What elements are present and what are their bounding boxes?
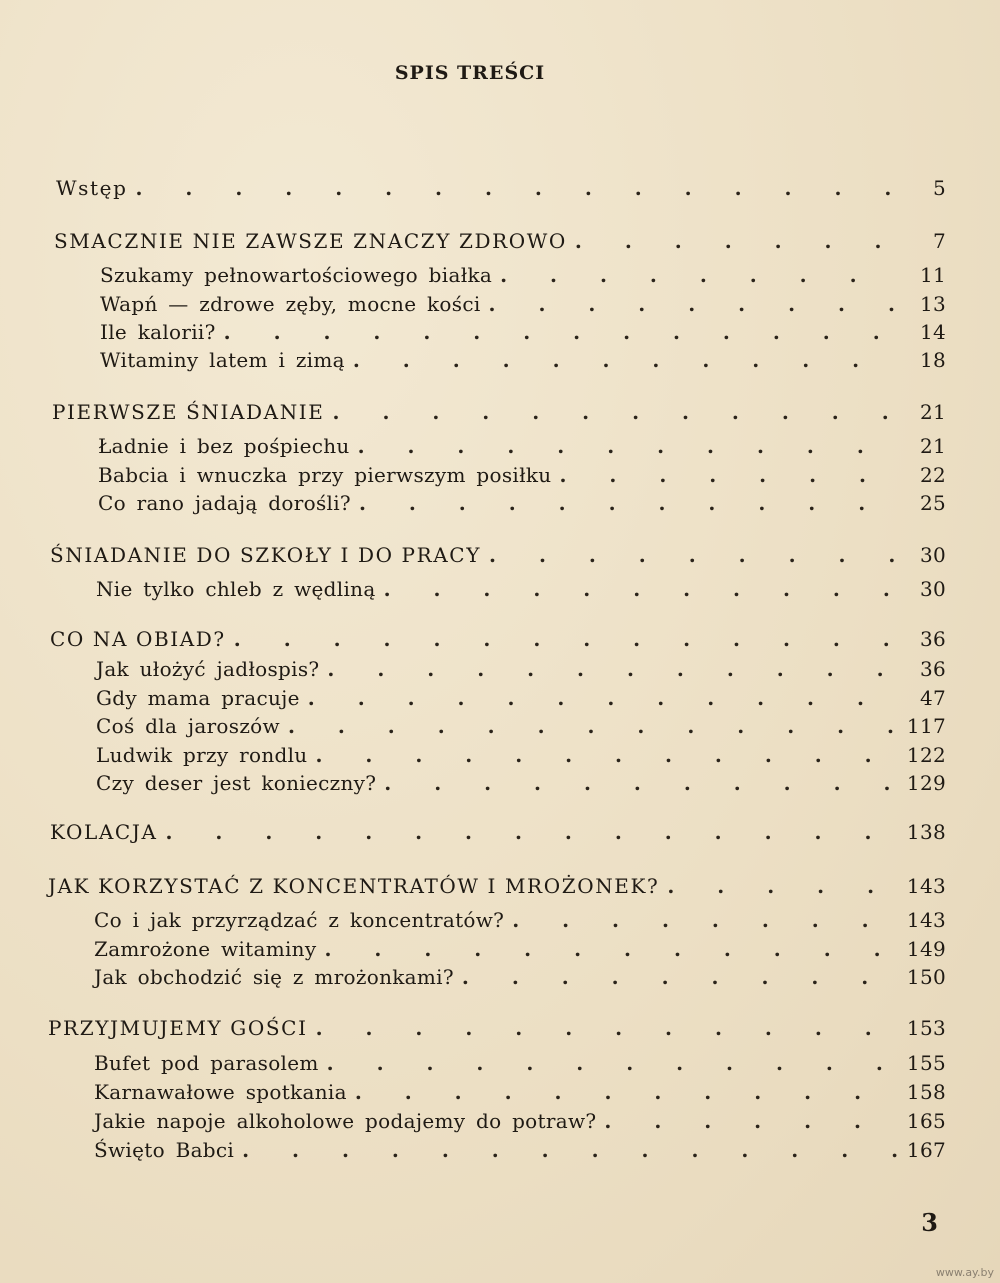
leader-dots xyxy=(667,874,897,898)
toc-entry-title: ŚNIADANIE DO SZKOŁY I DO PRACY xyxy=(50,543,482,567)
toc-entry-page: 22 xyxy=(919,463,946,487)
leader-dots xyxy=(353,348,900,372)
leader-dots xyxy=(462,965,897,989)
toc-entry-title: SMACZNIE NIE ZAWSZE ZNACZY ZDROWO xyxy=(54,229,567,253)
leader-dots xyxy=(308,686,900,710)
leader-dots xyxy=(384,577,900,601)
toc-entry xyxy=(94,1138,946,1162)
toc-entry xyxy=(100,292,946,316)
leader-dots xyxy=(575,229,900,253)
toc-entry-title: Jakie napoje alkoholowe podajemy do potraw? xyxy=(94,1109,597,1133)
toc-entry-title: Babcia i wnuczka przy pierwszym posiłku xyxy=(98,463,552,487)
watermark: www.ay.by xyxy=(935,1266,994,1279)
toc-entry xyxy=(96,771,946,795)
leader-dots xyxy=(384,771,897,795)
toc-entry-title: Jak obchodzić się z mrożonkami? xyxy=(94,965,454,989)
toc-entry-title: Szukamy pełnowartościowego białka xyxy=(100,263,493,287)
leader-dots xyxy=(500,263,900,287)
leader-dots xyxy=(489,543,900,567)
leader-dots xyxy=(512,908,897,932)
leader-dots xyxy=(327,1051,897,1075)
toc-entry-title: CO NA OBIAD? xyxy=(50,627,226,651)
leader-dots xyxy=(316,1016,897,1040)
toc-entry-page: 165 xyxy=(906,1109,946,1133)
leader-dots xyxy=(355,1080,897,1104)
toc-entry xyxy=(94,1051,946,1075)
leader-dots xyxy=(359,491,900,515)
leader-dots xyxy=(358,434,900,458)
toc-entry-title: JAK KORZYSTAĆ Z KONCENTRATÓW I MROŻONEK? xyxy=(48,874,660,898)
leader-dots xyxy=(315,743,896,767)
toc-entry xyxy=(94,908,946,932)
toc-entry-page: 14 xyxy=(919,320,946,344)
toc-entry xyxy=(98,491,946,515)
toc-entry-page: 30 xyxy=(919,543,946,567)
toc-entry-page: 122 xyxy=(906,743,946,767)
toc-entry-title: PIERWSZE ŚNIADANIE xyxy=(52,400,325,424)
toc-entry-page: 149 xyxy=(906,937,946,961)
page-title: SPIS TREŚCI xyxy=(394,62,546,84)
leader-dots xyxy=(333,400,900,424)
toc-entry xyxy=(48,874,946,898)
toc-entry xyxy=(96,686,946,710)
toc-entry-title: Witaminy latem i zimą xyxy=(100,348,345,372)
toc-entry xyxy=(98,434,946,458)
toc-entry xyxy=(54,229,946,253)
toc-entry xyxy=(98,463,946,487)
leader-dots xyxy=(327,657,900,681)
leader-dots xyxy=(234,627,900,651)
toc-entry-title: Bufet pod parasolem xyxy=(94,1051,319,1075)
toc-entry-page: 155 xyxy=(906,1051,946,1075)
toc-entry-title: PRZYJMUJEMY GOŚCI xyxy=(48,1016,308,1040)
leader-dots xyxy=(224,320,900,344)
toc-entry xyxy=(96,577,946,601)
toc-entry-page: 25 xyxy=(919,491,946,515)
leader-dots xyxy=(559,463,900,487)
leader-dots xyxy=(242,1138,897,1162)
toc-entry-page: 129 xyxy=(906,771,946,795)
toc-entry xyxy=(94,965,946,989)
leader-dots xyxy=(136,176,901,200)
toc-entry-title: Coś dla jaroszów xyxy=(96,714,280,738)
toc-entry-page: 167 xyxy=(906,1138,946,1162)
toc-entry xyxy=(96,743,946,767)
toc-entry xyxy=(94,937,946,961)
toc-entry xyxy=(52,400,946,424)
toc-entry-page: 36 xyxy=(919,657,946,681)
toc-entry-page: 36 xyxy=(919,627,946,651)
leader-dots xyxy=(166,820,897,844)
toc-entry-title: KOLACJA xyxy=(50,820,158,844)
toc-entry-title: Jak ułożyć jadłospis? xyxy=(96,657,320,681)
toc-entry-page: 5 xyxy=(932,176,946,200)
toc-entry-page: 11 xyxy=(919,263,946,287)
toc-entry-page: 18 xyxy=(919,348,946,372)
toc-entry xyxy=(100,348,946,372)
toc-entry-title: Wstęp xyxy=(56,176,128,200)
toc-entry xyxy=(100,320,946,344)
leader-dots xyxy=(604,1109,897,1133)
toc-entry-page: 143 xyxy=(906,874,946,898)
toc-entry-title: Co i jak przyrządzać z koncentratów? xyxy=(94,908,505,932)
toc-entry xyxy=(50,543,946,567)
toc-entry xyxy=(94,1080,946,1104)
leader-dots xyxy=(324,937,896,961)
toc-entry xyxy=(56,176,946,200)
toc-entry xyxy=(94,1109,946,1133)
toc-entry-page: 21 xyxy=(919,434,946,458)
toc-entry-page: 138 xyxy=(906,820,946,844)
toc-entry-page: 143 xyxy=(906,908,946,932)
toc-entry-title: Święto Babci xyxy=(94,1138,235,1162)
toc-entry xyxy=(96,714,946,738)
leader-dots xyxy=(489,292,900,316)
toc-entry-page: 13 xyxy=(919,292,946,316)
toc-entry-page: 21 xyxy=(919,400,946,424)
toc-entry-title: Zamrożone witaminy xyxy=(94,937,317,961)
toc-entry xyxy=(48,1016,946,1040)
toc-entry-title: Gdy mama pracuje xyxy=(96,686,300,710)
toc-entry-page: 117 xyxy=(906,714,946,738)
toc-entry-page: 153 xyxy=(906,1016,946,1040)
toc-entry-page: 47 xyxy=(919,686,946,710)
toc-entry-title: Karnawałowe spotkania xyxy=(94,1080,347,1104)
toc-entry-title: Czy deser jest konieczny? xyxy=(96,771,377,795)
toc-entry xyxy=(50,820,946,844)
toc-entry-title: Co rano jadają dorośli? xyxy=(98,491,351,515)
toc-entry xyxy=(96,657,946,681)
toc-entry-page: 7 xyxy=(932,229,946,253)
toc-entry xyxy=(100,263,946,287)
toc-entry-title: Nie tylko chleb z wędliną xyxy=(96,577,376,601)
toc-entry-title: Ile kalorii? xyxy=(100,320,216,344)
toc-entry-title: Wapń — zdrowe zęby, mocne kości xyxy=(100,292,481,316)
leader-dots xyxy=(288,714,897,738)
toc-entry-title: Ładnie i bez pośpiechu xyxy=(98,434,350,458)
toc-entry xyxy=(50,627,946,651)
toc-entry-page: 158 xyxy=(906,1080,946,1104)
toc-entry-page: 150 xyxy=(906,965,946,989)
toc-entry-title: Ludwik przy rondlu xyxy=(96,743,308,767)
page-number: 3 xyxy=(921,1208,938,1237)
toc-entry-page: 30 xyxy=(919,577,946,601)
